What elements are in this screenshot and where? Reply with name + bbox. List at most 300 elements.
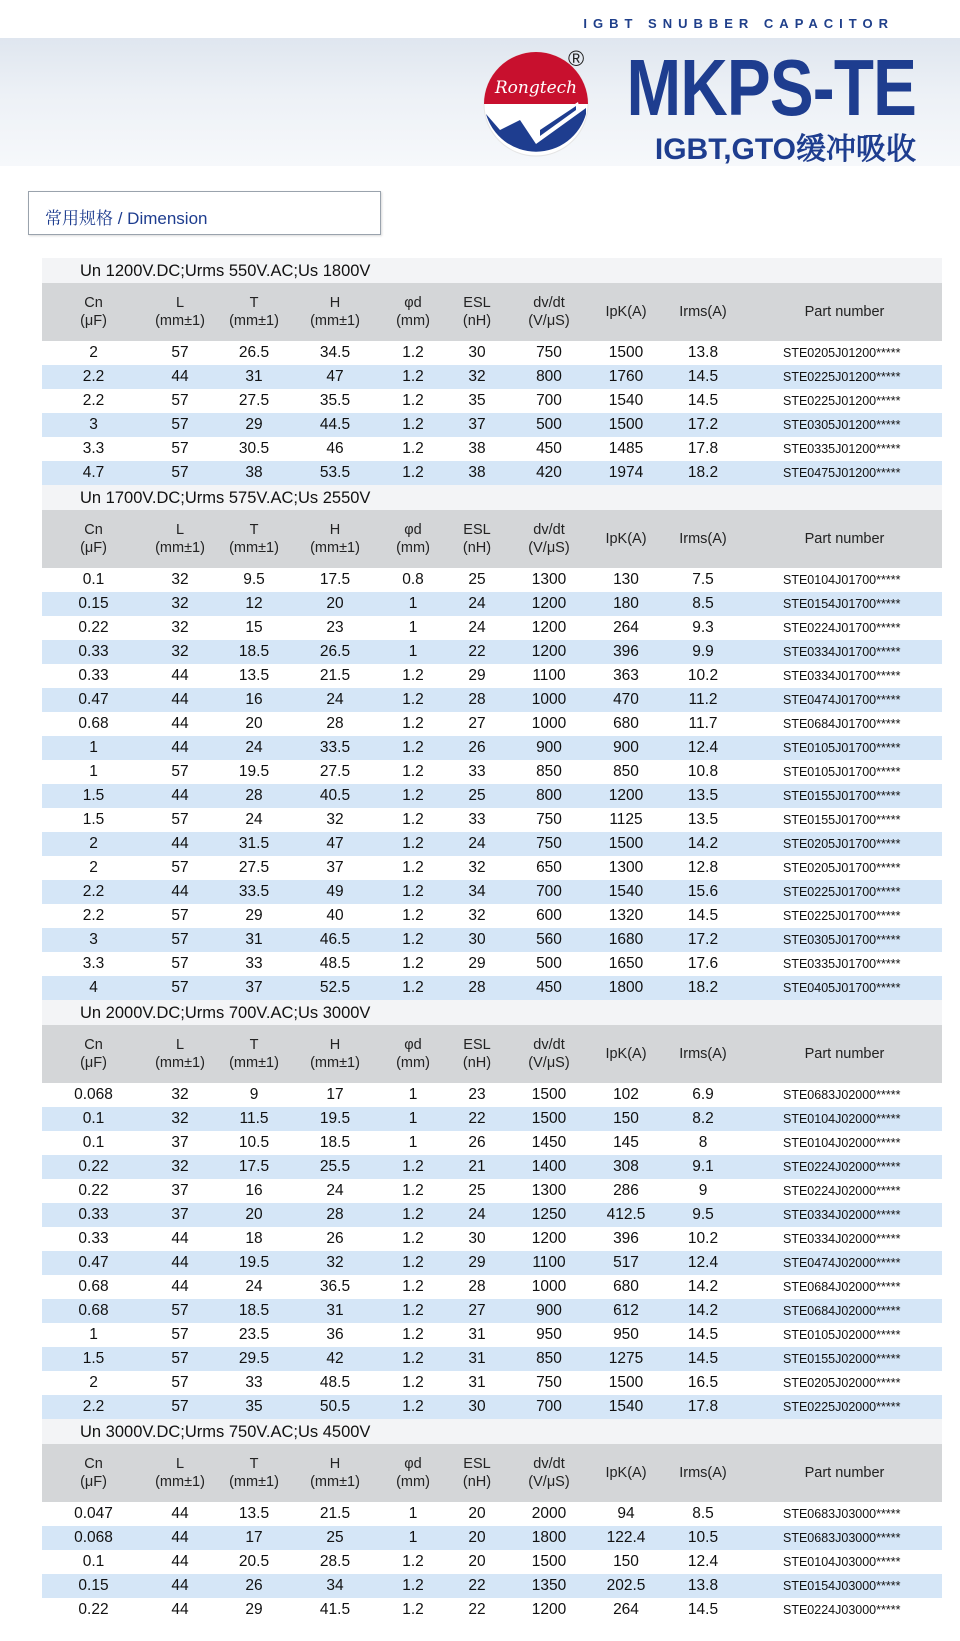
table-cell: 50.5 <box>293 1395 377 1419</box>
product-title: MKPS-TE <box>626 43 916 132</box>
table-cell: 57 <box>145 856 215 880</box>
table-cell: 1.5 <box>42 1347 145 1371</box>
table-cell: 34 <box>449 880 505 904</box>
table-cell: 850 <box>505 760 593 784</box>
table-cell: 23 <box>449 1083 505 1107</box>
table-cell: 19.5 <box>215 760 293 784</box>
table-cell: 1 <box>377 616 449 640</box>
table-cell: 10.5 <box>215 1131 293 1155</box>
table-cell: 1350 <box>505 1574 593 1598</box>
table-cell: 450 <box>505 976 593 1000</box>
table-cell: 2.2 <box>42 1395 145 1419</box>
column-header-label: IpK(A) <box>605 304 647 320</box>
part-number-cell: STE0225J01700***** <box>747 880 942 904</box>
table-cell: 1500 <box>593 341 659 365</box>
column-header <box>593 283 659 341</box>
table-cell: 3.3 <box>42 952 145 976</box>
table-cell: 1100 <box>505 1251 593 1275</box>
column-header-unit: (mm±1) <box>229 540 279 556</box>
table-cell: 28.5 <box>293 1550 377 1574</box>
table-cell: 57 <box>145 461 215 485</box>
column-header <box>215 283 293 341</box>
table-cell: 57 <box>145 1323 215 1347</box>
table-cell: 9 <box>215 1083 293 1107</box>
table-cell: 1500 <box>593 832 659 856</box>
table-cell: 1.2 <box>377 413 449 437</box>
table-cell: 10.5 <box>659 1526 747 1550</box>
table-cell: 1275 <box>593 1347 659 1371</box>
table-cell: 44 <box>145 688 215 712</box>
table-cell: 150 <box>593 1550 659 1574</box>
section-title: Un 2000V.DC;Urms 700V.AC;Us 3000V <box>42 1000 942 1025</box>
column-header <box>659 1444 747 1502</box>
column-header-label: H <box>329 1037 341 1053</box>
table-cell: 12.4 <box>659 1251 747 1275</box>
table-cell: 0.22 <box>42 1155 145 1179</box>
table-cell: 1760 <box>593 365 659 389</box>
table-cell: 14.5 <box>659 1323 747 1347</box>
table-row <box>42 1598 942 1622</box>
table-cell: 1.2 <box>377 928 449 952</box>
table-cell: 145 <box>593 1131 659 1155</box>
table-cell: 750 <box>505 1371 593 1395</box>
table-cell: 41.5 <box>293 1598 377 1622</box>
table-cell: 1200 <box>505 1598 593 1622</box>
part-number-cell: STE0105J01700***** <box>747 736 942 760</box>
column-header-label: L <box>175 1037 185 1053</box>
column-header-label: T <box>249 295 259 311</box>
table-cell: 21.5 <box>293 664 377 688</box>
table-cell: 33 <box>449 760 505 784</box>
table-row <box>42 856 942 880</box>
table-cell: 1450 <box>505 1131 593 1155</box>
column-header <box>42 510 145 568</box>
column-header <box>215 1025 293 1083</box>
table-cell: 680 <box>593 712 659 736</box>
table-cell: 650 <box>505 856 593 880</box>
table-cell: 30 <box>449 1395 505 1419</box>
table-cell: 1.2 <box>377 1203 449 1227</box>
column-header <box>145 1444 215 1502</box>
table-cell: 1650 <box>593 952 659 976</box>
table-cell: 94 <box>593 1502 659 1526</box>
column-header-label: IpK(A) <box>605 1046 647 1062</box>
column-header-unit: (mm±1) <box>155 313 205 329</box>
table-cell: 11.2 <box>659 688 747 712</box>
table-cell: 1 <box>377 1502 449 1526</box>
column-header-label: H <box>329 522 341 538</box>
part-number-cell: STE0684J02000***** <box>747 1299 942 1323</box>
table-cell: 0.68 <box>42 1299 145 1323</box>
table-cell: 1.2 <box>377 389 449 413</box>
column-header-label: Irms(A) <box>679 1465 727 1481</box>
table-row <box>42 712 942 736</box>
table-cell: 396 <box>593 1227 659 1251</box>
table-cell: 122.4 <box>593 1526 659 1550</box>
column-header <box>593 510 659 568</box>
column-header-label: Part number <box>804 531 885 547</box>
table-cell: 0.33 <box>42 1227 145 1251</box>
column-header <box>505 510 593 568</box>
table-cell: 30 <box>449 1227 505 1251</box>
part-number-cell: STE0225J01700***** <box>747 904 942 928</box>
table-cell: 48.5 <box>293 952 377 976</box>
table-cell: 1200 <box>593 784 659 808</box>
column-header-label: φd <box>404 295 422 311</box>
table-cell: 37 <box>293 856 377 880</box>
table-cell: 24 <box>215 736 293 760</box>
column-header <box>377 283 449 341</box>
table-cell: 1800 <box>593 976 659 1000</box>
column-header-unit: (mm±1) <box>155 1474 205 1490</box>
column-header <box>42 1025 145 1083</box>
table-row <box>42 365 942 389</box>
table-cell: 17 <box>215 1526 293 1550</box>
column-header-label: L <box>175 1456 185 1472</box>
table-cell: 8 <box>659 1131 747 1155</box>
table-cell: 1 <box>377 1526 449 1550</box>
part-number-cell: STE0224J01700***** <box>747 616 942 640</box>
part-number-cell: STE0475J01200***** <box>747 461 942 485</box>
table-cell: 2.2 <box>42 389 145 413</box>
column-header <box>593 1444 659 1502</box>
part-number-cell: STE0474J02000***** <box>747 1251 942 1275</box>
part-number-cell: STE0684J02000***** <box>747 1275 942 1299</box>
table-cell: 14.2 <box>659 1299 747 1323</box>
table-row <box>42 1526 942 1550</box>
table-cell: 36 <box>293 1323 377 1347</box>
table-cell: 7.5 <box>659 568 747 592</box>
column-header <box>747 510 942 568</box>
table-cell: 1.2 <box>377 688 449 712</box>
table-cell: 25.5 <box>293 1155 377 1179</box>
table-cell: 1.2 <box>377 808 449 832</box>
table-cell: 1.2 <box>377 1179 449 1203</box>
table-cell: 24 <box>449 592 505 616</box>
column-header-unit: (V/μS) <box>528 1474 570 1490</box>
table-row <box>42 808 942 832</box>
table-cell: 8.5 <box>659 1502 747 1526</box>
table-cell: 13.5 <box>215 664 293 688</box>
table-cell: 31 <box>215 365 293 389</box>
table-cell: 1.2 <box>377 1347 449 1371</box>
table-cell: 1500 <box>505 1550 593 1574</box>
table-cell: 46 <box>293 437 377 461</box>
table-cell: 44 <box>145 712 215 736</box>
table-row <box>42 760 942 784</box>
part-number-cell: STE0474J01700***** <box>747 688 942 712</box>
table-cell: 31 <box>215 928 293 952</box>
table-cell: 0.1 <box>42 1107 145 1131</box>
table-cell: 44.5 <box>293 413 377 437</box>
header-tagline: IGBT SNUBBER CAPACITOR <box>583 16 894 31</box>
table-cell: 1400 <box>505 1155 593 1179</box>
table-cell: 850 <box>593 760 659 784</box>
table-cell: 44 <box>145 664 215 688</box>
table-row <box>42 1574 942 1598</box>
table-cell: 3 <box>42 413 145 437</box>
table-cell: 44 <box>145 1251 215 1275</box>
table-cell: 9.3 <box>659 616 747 640</box>
table-cell: 17.2 <box>659 413 747 437</box>
table-cell: 57 <box>145 904 215 928</box>
table-cell: 0.15 <box>42 592 145 616</box>
part-number-cell: STE0155J01700***** <box>747 808 942 832</box>
table-cell: 500 <box>505 413 593 437</box>
table-cell: 517 <box>593 1251 659 1275</box>
table-cell: 18.5 <box>293 1131 377 1155</box>
table-cell: 26 <box>215 1574 293 1598</box>
table-cell: 2 <box>42 341 145 365</box>
part-number-cell: STE0683J03000***** <box>747 1526 942 1550</box>
column-header-unit: (nH) <box>462 540 492 556</box>
table-cell: 1.2 <box>377 736 449 760</box>
table-cell: 28 <box>215 784 293 808</box>
table-cell: 0.22 <box>42 616 145 640</box>
table-row <box>42 437 942 461</box>
table-cell: 1.2 <box>377 1550 449 1574</box>
table-cell: 33.5 <box>293 736 377 760</box>
table-cell: 24 <box>215 1275 293 1299</box>
table-cell: 1.2 <box>377 1275 449 1299</box>
table-cell: 800 <box>505 365 593 389</box>
table-cell: 44 <box>145 736 215 760</box>
table-cell: 700 <box>505 1395 593 1419</box>
column-header <box>215 510 293 568</box>
table-cell: 0.33 <box>42 1203 145 1227</box>
table-cell: 27 <box>449 1299 505 1323</box>
table-cell: 34 <box>293 1574 377 1598</box>
table-cell: 33 <box>449 808 505 832</box>
table-cell: 17.5 <box>293 568 377 592</box>
part-number-cell: STE0224J02000***** <box>747 1155 942 1179</box>
table-cell: 27.5 <box>215 856 293 880</box>
table-cell: 32 <box>449 365 505 389</box>
table-cell: 1300 <box>505 1179 593 1203</box>
table-cell: 29 <box>215 1598 293 1622</box>
table-cell: 1000 <box>505 712 593 736</box>
table-cell: 13.5 <box>215 1502 293 1526</box>
table-row <box>42 1299 942 1323</box>
table-cell: 21 <box>449 1155 505 1179</box>
table-cell: 48.5 <box>293 1371 377 1395</box>
column-header-label: L <box>175 295 185 311</box>
table-cell: 1200 <box>505 640 593 664</box>
column-header <box>42 1444 145 1502</box>
table-cell: 2 <box>42 856 145 880</box>
table-cell: 30 <box>449 341 505 365</box>
table-cell: 13.5 <box>659 784 747 808</box>
part-number-cell: STE0104J01700***** <box>747 568 942 592</box>
table-cell: 57 <box>145 1299 215 1323</box>
table-cell: 1.5 <box>42 784 145 808</box>
table-row <box>42 1083 942 1107</box>
table-cell: 0.22 <box>42 1179 145 1203</box>
table-cell: 57 <box>145 1371 215 1395</box>
column-header-label: H <box>329 1456 341 1472</box>
table-cell: 44 <box>145 1526 215 1550</box>
column-header <box>293 283 377 341</box>
column-header <box>377 1444 449 1502</box>
table-cell: 16 <box>215 688 293 712</box>
table-cell: 9.9 <box>659 640 747 664</box>
table-cell: 17.2 <box>659 928 747 952</box>
table-row <box>42 1502 942 1526</box>
table-cell: 20 <box>449 1526 505 1550</box>
table-cell: 21.5 <box>293 1502 377 1526</box>
table-cell: 1500 <box>505 1107 593 1131</box>
column-header <box>659 1025 747 1083</box>
column-header-unit: (μF) <box>80 313 107 329</box>
column-header <box>593 1025 659 1083</box>
column-header <box>293 510 377 568</box>
column-header-label: ESL <box>463 1037 491 1053</box>
table-cell: 600 <box>505 904 593 928</box>
table-cell: 22 <box>449 1107 505 1131</box>
column-header-label: L <box>175 522 185 538</box>
table-cell: 1.2 <box>377 712 449 736</box>
table-cell: 32 <box>145 568 215 592</box>
part-number-cell: STE0205J01700***** <box>747 856 942 880</box>
table-cell: 29 <box>215 904 293 928</box>
table-cell: 8.2 <box>659 1107 747 1131</box>
table-cell: 44 <box>145 880 215 904</box>
table-cell: 10.2 <box>659 664 747 688</box>
table-cell: 20 <box>449 1502 505 1526</box>
table-cell: 900 <box>593 736 659 760</box>
table-cell: 1.2 <box>377 437 449 461</box>
column-header <box>449 283 505 341</box>
column-header-unit: (μF) <box>80 1055 107 1071</box>
column-header-label: Irms(A) <box>679 531 727 547</box>
table-row <box>42 1203 942 1227</box>
column-header-unit: (mm±1) <box>155 540 205 556</box>
table-cell: 28 <box>293 712 377 736</box>
table-cell: 53.5 <box>293 461 377 485</box>
table-cell: 26 <box>449 1131 505 1155</box>
table-cell: 0.68 <box>42 1275 145 1299</box>
column-header-label: φd <box>404 1456 422 1472</box>
table-cell: 1974 <box>593 461 659 485</box>
column-header <box>505 1025 593 1083</box>
table-cell: 32 <box>449 904 505 928</box>
table-row <box>42 640 942 664</box>
part-number-cell: STE0224J02000***** <box>747 1179 942 1203</box>
table-cell: 18 <box>215 1227 293 1251</box>
table-cell: 29 <box>215 413 293 437</box>
table-row <box>42 1251 942 1275</box>
part-number-cell: STE0683J03000***** <box>747 1502 942 1526</box>
table-cell: 1.2 <box>377 1155 449 1179</box>
table-cell: 29.5 <box>215 1347 293 1371</box>
table-cell: 1 <box>377 592 449 616</box>
table-cell: 57 <box>145 1395 215 1419</box>
table-cell: 0.1 <box>42 568 145 592</box>
table-cell: 11.5 <box>215 1107 293 1131</box>
table-row <box>42 341 942 365</box>
table-cell: 26.5 <box>215 341 293 365</box>
table-cell: 57 <box>145 952 215 976</box>
table-cell: 32 <box>145 1107 215 1131</box>
table-cell: 1 <box>377 1107 449 1131</box>
table-cell: 44 <box>145 1550 215 1574</box>
table-cell: 47 <box>293 832 377 856</box>
table-cell: 700 <box>505 880 593 904</box>
column-header-unit: (V/μS) <box>528 1055 570 1071</box>
dimension-label: 常用规格 / Dimension <box>45 209 208 228</box>
table-row <box>42 904 942 928</box>
column-header-unit: (μF) <box>80 540 107 556</box>
table-cell: 24 <box>449 616 505 640</box>
table-cell: 37 <box>215 976 293 1000</box>
table-cell: 500 <box>505 952 593 976</box>
column-header-unit: (mm±1) <box>229 1055 279 1071</box>
table-cell: 57 <box>145 976 215 1000</box>
table-cell: 1.5 <box>42 808 145 832</box>
column-header-unit: (mm) <box>396 1055 430 1071</box>
table-row <box>42 736 942 760</box>
dimension-label-box <box>28 191 381 235</box>
table-cell: 6.9 <box>659 1083 747 1107</box>
table-row <box>42 1275 942 1299</box>
table-cell: 25 <box>449 568 505 592</box>
table-cell: 24 <box>293 1179 377 1203</box>
table-cell: 1500 <box>593 1371 659 1395</box>
table-cell: 44 <box>145 1275 215 1299</box>
column-header <box>449 1025 505 1083</box>
table-cell: 36.5 <box>293 1275 377 1299</box>
column-header-label: Part number <box>804 304 885 320</box>
table-cell: 16 <box>215 1179 293 1203</box>
table-cell: 13.8 <box>659 1574 747 1598</box>
part-number-cell: STE0155J01700***** <box>747 784 942 808</box>
table-row <box>42 976 942 1000</box>
spec-table <box>42 510 942 1000</box>
column-header-label: IpK(A) <box>605 531 647 547</box>
table-cell: 37 <box>145 1203 215 1227</box>
table-cell: 32 <box>449 856 505 880</box>
table-cell: 15.6 <box>659 880 747 904</box>
column-header-label: T <box>249 1037 259 1053</box>
table-row <box>42 389 942 413</box>
table-cell: 1.2 <box>377 1323 449 1347</box>
table-cell: 32 <box>145 1155 215 1179</box>
table-header-row <box>42 1025 942 1083</box>
table-cell: 1 <box>377 1131 449 1155</box>
table-row <box>42 880 942 904</box>
table-cell: 2 <box>42 1371 145 1395</box>
column-header-label: H <box>329 295 341 311</box>
part-number-cell: STE0334J02000***** <box>747 1227 942 1251</box>
table-cell: 19.5 <box>215 1251 293 1275</box>
table-cell: 35 <box>449 389 505 413</box>
table-row <box>42 688 942 712</box>
table-cell: 32 <box>293 1251 377 1275</box>
column-header <box>42 283 145 341</box>
table-cell: 0.47 <box>42 1251 145 1275</box>
table-cell: 750 <box>505 832 593 856</box>
table-cell: 44 <box>145 1227 215 1251</box>
table-cell: 57 <box>145 341 215 365</box>
table-cell: 32 <box>293 808 377 832</box>
table-cell: 44 <box>145 784 215 808</box>
table-cell: 30 <box>449 928 505 952</box>
table-cell: 0.68 <box>42 712 145 736</box>
column-header-unit: (nH) <box>462 1474 492 1490</box>
table-cell: 13.8 <box>659 341 747 365</box>
table-cell: 30.5 <box>215 437 293 461</box>
table-cell: 2000 <box>505 1502 593 1526</box>
